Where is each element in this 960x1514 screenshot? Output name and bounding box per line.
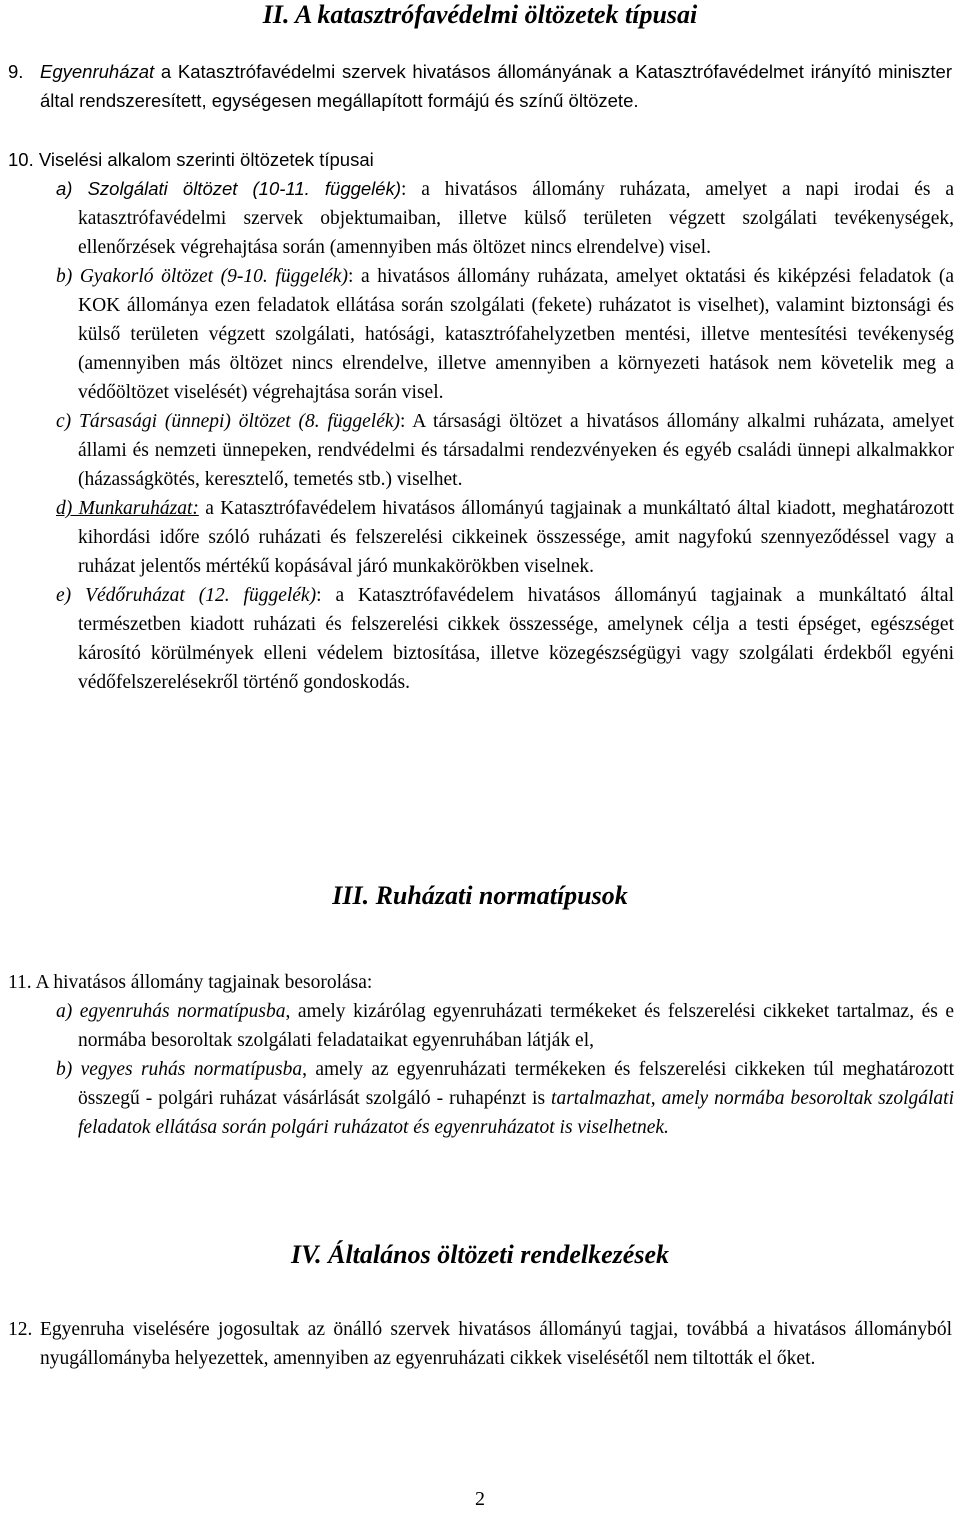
paragraph-9-text: a Katasztrófavédelmi szervek hivatásos állományának a Katasztrófavédelmet irányító miniszter által rendszeresített, egységesen megállapított formájú és színű öltözete. <box>40 61 952 111</box>
list-item-d <box>56 494 954 581</box>
paragraph-11 <box>8 968 948 997</box>
paragraph-number-12: 12. <box>8 1319 33 1340</box>
norm-types-list <box>56 997 954 1142</box>
norm-b-italic: tartalmazhat, amely normába besoroltak szolgálati feladatok ellátása során polgári ruházatot és egyenruházatot is viselhetnek. <box>78 1088 954 1138</box>
list-item-e <box>56 581 954 697</box>
item-d-label: d) Munkaruházat: <box>56 498 199 519</box>
item-b-label: b) Gyakorló öltözet (9-10. függelék) <box>56 266 348 287</box>
list-item-a <box>56 174 954 262</box>
norm-a-label: a) egyenruhás normatípusba <box>56 1001 286 1022</box>
term-egyenruhazat: Egyenruházat <box>40 61 155 82</box>
item-c-text: : A társasági öltözet a hivatásos állomány alkalmi ruházata, amelyet állami és nemzeti ünnepeken, rendvédelmi és társadalmi rendezvényeken és egyéb családi ünnepi alkalmakkor (házasságkötés, keresztelő, temetés stb.) viselhet. <box>78 411 954 490</box>
item-b-text: : a hivatásos állomány ruházata, amelyet oktatási és kiképzési feladatok (a KOK állománya ezen feladatok ellátása során szolgálati (fekete) ruházatot is viselhet), valamint biztonsági és külső területen végzett szolgálati, hatósági, katasztrófahelyzetben mentési, illetve mentesítési tevékenység (amennyiben más öltözet nincs elrendelve, illetve amennyiben a környezeti hatások nem követelik meg a védőöltözet viselését) végrehajtása során visel. <box>78 266 955 403</box>
uniform-types-list <box>56 174 954 697</box>
item-c-label: c) Társasági (ünnepi) öltözet (8. függelék) <box>56 411 401 432</box>
item-d-text: a Katasztrófavédelem hivatásos állományú tagjainak a munkáltató által kiadott, meghatározott kihordási időre szóló ruházati és felszerelési cikkeinek összessége, amit nagyfokú szennyeződéssel vagy a ruházat jelentős mértékű kopásával járó munkakörökben viselnek. <box>78 498 954 577</box>
paragraph-number-11: 11. <box>8 972 32 993</box>
section-title-3: III. Ruházati normatípusok <box>332 881 628 910</box>
list-item-b <box>56 262 954 407</box>
section-title-4: IV. Általános öltözeti rendelkezések <box>291 1240 669 1269</box>
list-item-c <box>56 407 954 494</box>
item-e-label: e) Védőruházat (12. függelék) <box>56 585 317 606</box>
paragraph-11-text: A hivatásos állomány tagjainak besorolása: <box>35 972 373 993</box>
paragraph-10-text: Viselési alkalom szerinti öltözetek típusai <box>38 149 374 170</box>
norm-b-label: b) vegyes ruhás normatípusba <box>56 1059 303 1080</box>
norm-item-b <box>56 1055 954 1142</box>
item-e-text: : a Katasztrófavédelem hivatásos állományú tagjainak a munkáltató által természetben kiadott ruházati és felszerelési cikkek összessége, amelynek célja a testi épséget, egészséget károsító körülmények elleni védelem biztosítása, illetve közegészségügyi vagy szolgálati érdekből egyéni védőfelszerelésekről történő gondoskodás. <box>78 585 954 693</box>
page-number: 2 <box>475 1488 485 1510</box>
norm-b-text: , amely az egyenruházati termékeken és felszerelési cikkeken túl meghatározott összegű - polgári ruházat vásárlását szolgáló - ruhapénzt is <box>78 1059 954 1109</box>
norm-a-text: , amely kizárólag egyenruházati termékeket és felszerelési cikkeket tartalmaz, és e normába besoroltak szolgálati feladataikat egyenruhában látják el, <box>78 1001 954 1051</box>
section-title-2: II. A katasztrófavédelmi öltözetek típusai <box>262 0 698 29</box>
paragraph-number-9: 9. <box>8 61 24 82</box>
paragraph-9 <box>40 57 952 115</box>
paragraph-12: Egyenruha viselésére jogosultak az önálló szervek hivatásos állományú tagjai, továbbá a hivatásos állományból nyugállományba helyezettek, amennyiben az egyenruházati cikkek viselésétől nem tiltották el őket. <box>40 1319 952 1369</box>
item-a-label: a) Szolgálati öltözet (10-11. függelék) <box>56 178 401 199</box>
item-a-text: : a hivatásos állomány ruházata, amelyet a napi irodai és a katasztrófavédelmi szervek objektumaiban, illetve külső területen végzett szolgálati tevékenységek, ellenőrzések végrehajtása során (amennyiben más öltözet nincs elrendelve) visel. <box>78 179 954 258</box>
norm-item-a <box>56 997 954 1055</box>
paragraph-number-10: 10. <box>8 149 34 170</box>
paragraph-10 <box>8 145 948 174</box>
